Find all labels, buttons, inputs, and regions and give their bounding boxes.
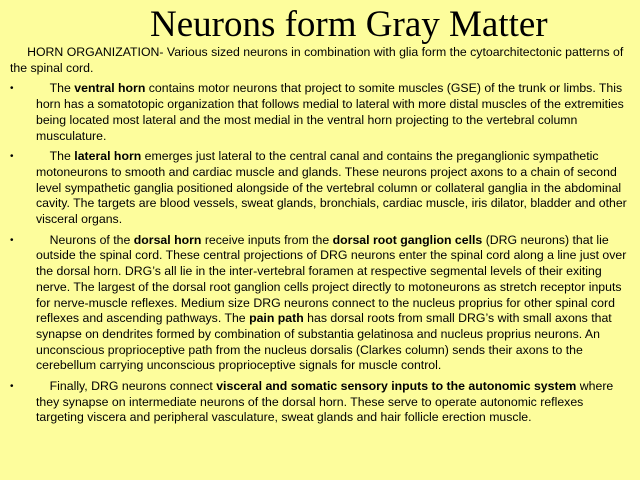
bullet-icon: • [10,83,14,95]
slide-title: Neurons form Gray Matter [150,4,548,45]
bullet-item-autonomic [10,379,630,426]
intro-paragraph [10,45,630,76]
term-pain-path: pain path [249,311,304,326]
intro-text: HORN ORGANIZATION- Various sized neurons in combination with glia form the cytoarchitectonic patterns of the spinal cord. [10,45,624,75]
term-dorsal-root-ganglion-cells: dorsal root ganglion cells [332,232,483,247]
bullet-text: The ventral horn contains motor neurons that project to somite muscles (GSE) of the trunk or limbs. This horn has a somatotopic organization that follows medial to lateral with more distal muscles of the extremities being located most lateral and the most medial in the ventral horn projecting to the vertebral column musculature. [36,81,624,143]
bullet-item-dorsal-horn [10,233,630,374]
term-dorsal-horn: dorsal horn [133,232,202,247]
bullet-icon: • [10,381,14,393]
bullet-text: The lateral horn emerges just lateral to the central canal and contains the preganglionic sympathetic motoneurons to smooth and cardiac muscle and glands. These neurons project axons to a chain of second level sympathetic ganglia positioned alongside of the vertebral column or collateral ganglia in the abdominal cavity. The targets are blood vessels, sweat glands, bronchials, cardiac muscle, iris dilator, bladder and other visceral organs. [36,149,627,227]
bullet-icon: • [10,234,14,246]
term-ventral-horn: ventral horn [74,81,146,96]
slide-body [10,45,630,431]
bullet-icon: • [10,151,14,163]
bullet-text: Finally, DRG neurons connect visceral and somatic sensory inputs to the autonomic system where they synapse on intermediate neurons of the dorsal horn. These serve to operate autonomic reflexes targeting viscera and peripheral vasculature, sweat glands and hair follicle erection muscle. [36,379,614,425]
term-lateral-horn: lateral horn [74,149,142,164]
bullet-item-lateral-horn [10,149,630,228]
term-visceral-somatic-inputs: visceral and somatic sensory inputs to the autonomic system [216,379,577,394]
bullet-text: Neurons of the dorsal horn receive inputs from the dorsal root ganglion cells (DRG neurons) that lie outside the spinal cord. These central projections of DRG neurons enter the spinal cord along a line just over the dorsal horn. DRG’s all lie in the inter-vertebral foramen at respective segmental levels of their exiting nerve. The largest of the dorsal root ganglion cells project directly to motoneurons as stretch receptor inputs for nerve-muscle reflexes. Medium size DRG neurons connect to the nucleus proprius for other spinal cord reflexes and ascending pathways. The pain path has dorsal roots from small DRG’s with small axons that synapse on dendrites formed by combination of substantia gelatinosa and nucleus proprius neurons. An unconscious proprioceptive path from the nucleus dorsalis (Clarkes column) sends their axons to the cerebellum carrying unconscious proprioceptive signals for muscle control. [36,232,627,373]
bullet-item-ventral-horn [10,81,630,144]
